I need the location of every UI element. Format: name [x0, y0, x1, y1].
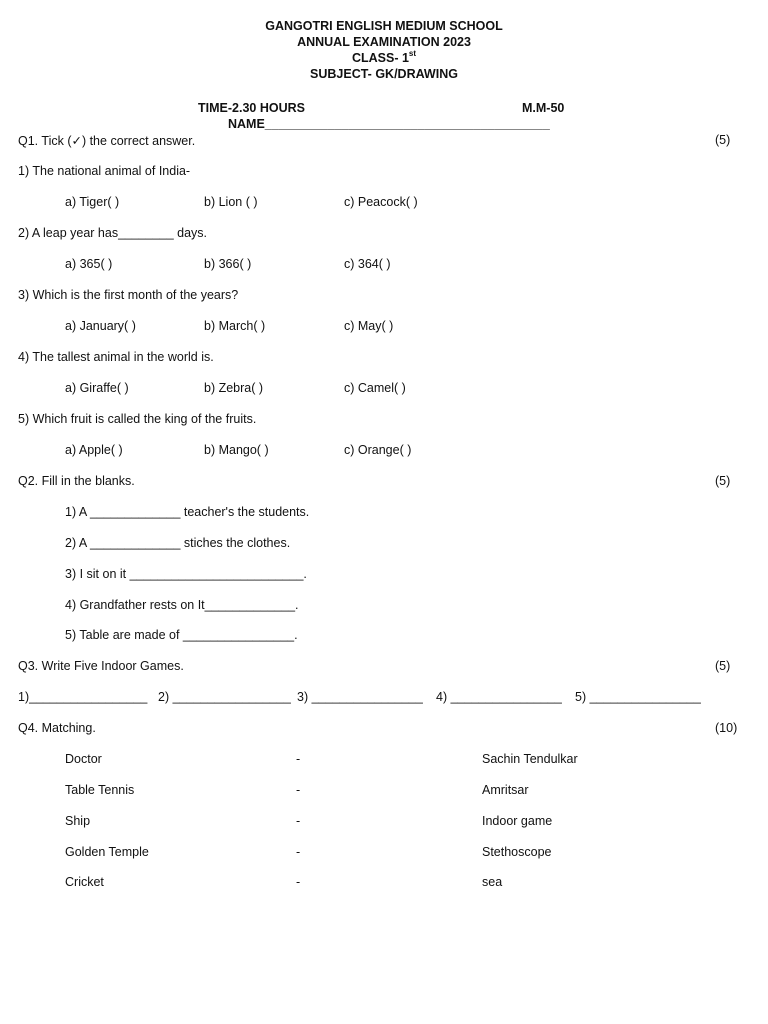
q1-2-option-c: c) 364( ) — [344, 257, 391, 271]
q3-blank-3: 3) ________________ — [297, 690, 423, 704]
q1-3-option-b: b) March( ) — [204, 319, 266, 333]
q1-question-3: 3) Which is the first month of the years? — [18, 288, 239, 302]
q1-4-option-a: a) Giraffe( ) — [65, 381, 129, 395]
q4-right-3: Indoor game — [482, 814, 553, 828]
q3-blank-5: 5) ________________ — [575, 690, 701, 704]
q2-blank-2: 2) A _____________ stiches the clothes. — [65, 536, 291, 550]
q4-right-5: sea — [482, 875, 503, 889]
q4-left-4: Golden Temple — [65, 845, 149, 859]
q4-dash-5: - — [296, 875, 301, 889]
q1-question-2: 2) A leap year has________ days. — [18, 226, 208, 240]
q3-marks: (5) — [715, 659, 731, 673]
q4-right-2: Amritsar — [482, 783, 529, 797]
exam-title: ANNUAL EXAMINATION 2023 — [297, 35, 471, 49]
q1-5-option-b: b) Mango( ) — [204, 443, 269, 457]
q2-marks: (5) — [715, 474, 731, 488]
name-field: NAME_________________________________________ — [228, 117, 550, 131]
q4-dash-1: - — [296, 752, 301, 766]
q4-left-3: Ship — [65, 814, 91, 828]
q1-2-option-a: a) 365( ) — [65, 257, 113, 271]
q2-blank-5: 5) Table are made of ________________. — [65, 628, 298, 642]
q2-blank-3: 3) I sit on it _________________________. — [65, 567, 307, 581]
q4-dash-4: - — [296, 845, 301, 859]
q1-marks: (5) — [715, 133, 731, 147]
class-label: CLASS- 1 — [351, 51, 409, 65]
q1-5-option-a: a) Apple( ) — [65, 443, 123, 457]
time-label: TIME-2.30 HOURS — [198, 101, 305, 115]
q1-question-4: 4) The tallest animal in the world is. — [18, 350, 214, 364]
q4-title: Q4. Matching. — [18, 721, 96, 735]
q4-left-1: Doctor — [65, 752, 102, 766]
max-marks-label: M.M-50 — [522, 101, 565, 115]
q1-2-option-b: b) 366( ) — [204, 257, 252, 271]
class-superscript: st — [408, 49, 417, 58]
q4-dash-3: - — [296, 814, 301, 828]
q4-right-1: Sachin Tendulkar — [482, 752, 578, 766]
q4-right-4: Stethoscope — [482, 845, 552, 859]
q1-4-option-b: b) Zebra( ) — [204, 381, 264, 395]
q1-1-option-b: b) Lion ( ) — [204, 195, 258, 209]
q3-blank-1: 1)_________________ — [18, 690, 148, 704]
q1-1-option-c: c) Peacock( ) — [344, 195, 418, 209]
q4-left-2: Table Tennis — [65, 783, 135, 797]
q2-blank-1: 1) A _____________ teacher's the students. — [65, 505, 310, 519]
q2-title: Q2. Fill in the blanks. — [18, 474, 135, 488]
q3-blank-4: 4) ________________ — [436, 690, 562, 704]
q1-1-option-a: a) Tiger( ) — [65, 195, 120, 209]
q4-dash-2: - — [296, 783, 301, 797]
q1-4-option-c: c) Camel( ) — [344, 381, 406, 395]
q3-blank-2: 2) _________________ — [158, 690, 291, 704]
q1-title: Q1. Tick (✓) the correct answer. — [18, 134, 196, 148]
subject-line: SUBJECT- GK/DRAWING — [310, 67, 458, 81]
q1-5-option-c: c) Orange( ) — [344, 443, 412, 457]
q1-question-5: 5) Which fruit is called the king of the fruits. — [18, 412, 257, 426]
q4-marks: (10) — [715, 721, 738, 735]
q1-question-1: 1) The national animal of India- — [18, 164, 191, 178]
q1-3-option-c: c) May( ) — [344, 319, 394, 333]
q4-left-5: Cricket — [65, 875, 104, 889]
class-line — [0, 50, 768, 66]
school-name: GANGOTRI ENGLISH MEDIUM SCHOOL — [265, 19, 503, 33]
q3-title: Q3. Write Five Indoor Games. — [18, 659, 184, 673]
q1-3-option-a: a) January( ) — [65, 319, 136, 333]
q2-blank-4: 4) Grandfather rests on It_____________. — [65, 598, 299, 612]
